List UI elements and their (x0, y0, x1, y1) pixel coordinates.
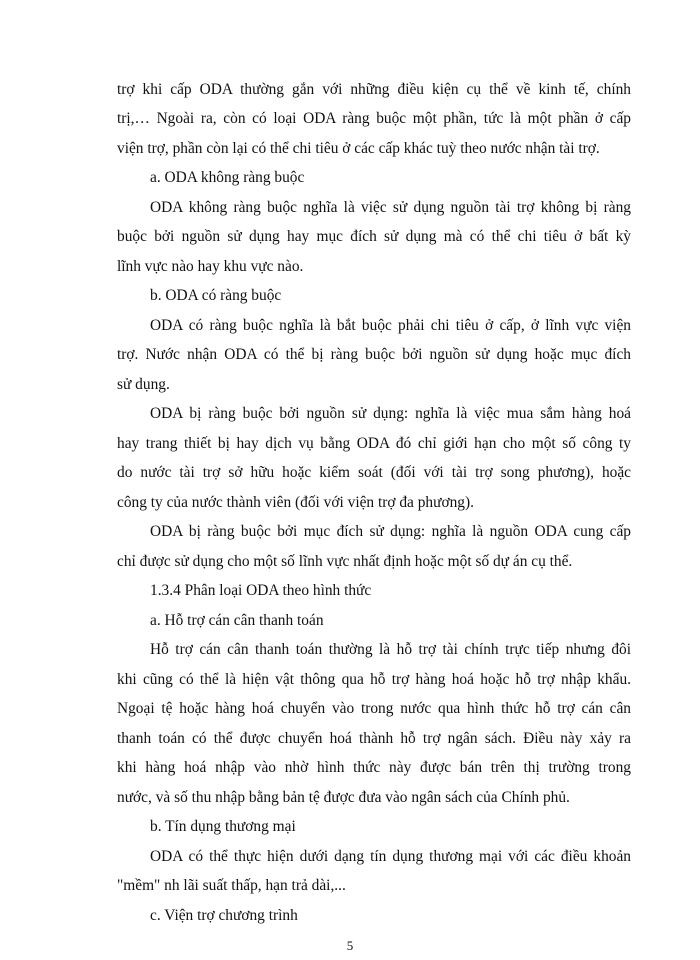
paragraph-line: Hỗ trợ cán cân thanh toán thường là hỗ trợ tài chính trực tiếp nhưng đôi (150, 641, 631, 658)
paragraph-line: thanh toán có thể được chuyển hoá thành hỗ trợ ngân sách. Điều này xảy ra (117, 730, 631, 747)
paragraph-line: ODA bị ràng buộc bởi mục đích sử dụng: nghĩa là nguồn ODA cung cấp (150, 523, 631, 540)
paragraph-line: ODA không ràng buộc nghĩa là việc sử dụng nguồn tài trợ không bị ràng (150, 199, 631, 216)
paragraph-line: chỉ được sử dụng cho một số lĩnh vực nhất định hoặc một số dự án cụ thể. (117, 553, 573, 570)
page-number: 5 (346, 938, 354, 953)
paragraph-line: ODA bị ràng buộc bởi nguồn sử dụng: nghĩa là việc mua sắm hàng hoá (150, 405, 631, 422)
paragraph-line: "mềm" nh lãi suất thấp, hạn trả dài,... (117, 877, 346, 894)
paragraph-line: hay trang thiết bị hay dịch vụ bằng ODA đó chỉ giới hạn cho một số công ty (117, 435, 631, 452)
paragraph-line: trị,… Ngoài ra, còn có loại ODA ràng buộc một phần, tức là một phần ở cấp (117, 110, 631, 127)
paragraph-line: công ty của nước thành viên (đối với viện trợ đa phương). (117, 494, 474, 511)
paragraph-line: ODA có thể thực hiện dưới dạng tín dụng thương mại với các điều khoản (150, 848, 631, 865)
heading-a-balance-of-payments: a. Hỗ trợ cán cân thanh toán (150, 612, 324, 629)
heading-a-unbound-oda: a. ODA không ràng buộc (150, 169, 305, 186)
paragraph-line: viện trợ, phần còn lại có thể chi tiêu ở các cấp khác tuỳ theo nước nhận tài trợ. (117, 140, 600, 157)
paragraph-line: khi cũng có thể là hiện vật thông qua hỗ trợ hàng hoá hoặc hỗ trợ nhập khẩu. (117, 671, 631, 688)
section-heading-1-3-4: 1.3.4 Phân loại ODA theo hình thức (150, 582, 372, 599)
paragraph-line: do nước tài trợ sở hữu hoặc kiểm soát (đối với tài trợ song phương), hoặc (117, 464, 631, 481)
paragraph-line: buộc bởi nguồn sử dụng hay mục đích sử dụng mà có thể chi tiêu ở bất kỳ (117, 228, 631, 245)
paragraph-line: trợ khi cấp ODA thường gắn với những điều kiện cụ thể về kinh tế, chính (117, 81, 631, 98)
paragraph-line: sử dụng. (117, 376, 170, 393)
paragraph-line: trợ. Nước nhận ODA có thể bị ràng buộc bởi nguồn sử dụng hoặc mục đích (117, 346, 631, 363)
paragraph-line: nước, và số thu nhập bằng bản tệ được đưa vào ngân sách của Chính phủ. (117, 789, 570, 806)
paragraph-line: Ngoại tệ hoặc hàng hoá chuyển vào trong nước qua hình thức hỗ trợ cán cân (117, 700, 631, 717)
paragraph-line: khi hàng hoá nhập vào nhờ hình thức này được bán trên thị trường trong (117, 759, 631, 776)
heading-b-commercial-credit: b. Tín dụng thương mại (150, 818, 296, 835)
heading-b-bound-oda: b. ODA có ràng buộc (150, 287, 282, 304)
paragraph-line: lĩnh vực nào hay khu vực nào. (117, 258, 304, 275)
heading-c-program-aid: c. Viện trợ chương trình (150, 907, 298, 924)
paragraph-line: ODA có ràng buộc nghĩa là bắt buộc phải chi tiêu ở cấp, ở lĩnh vực viện (150, 317, 631, 334)
